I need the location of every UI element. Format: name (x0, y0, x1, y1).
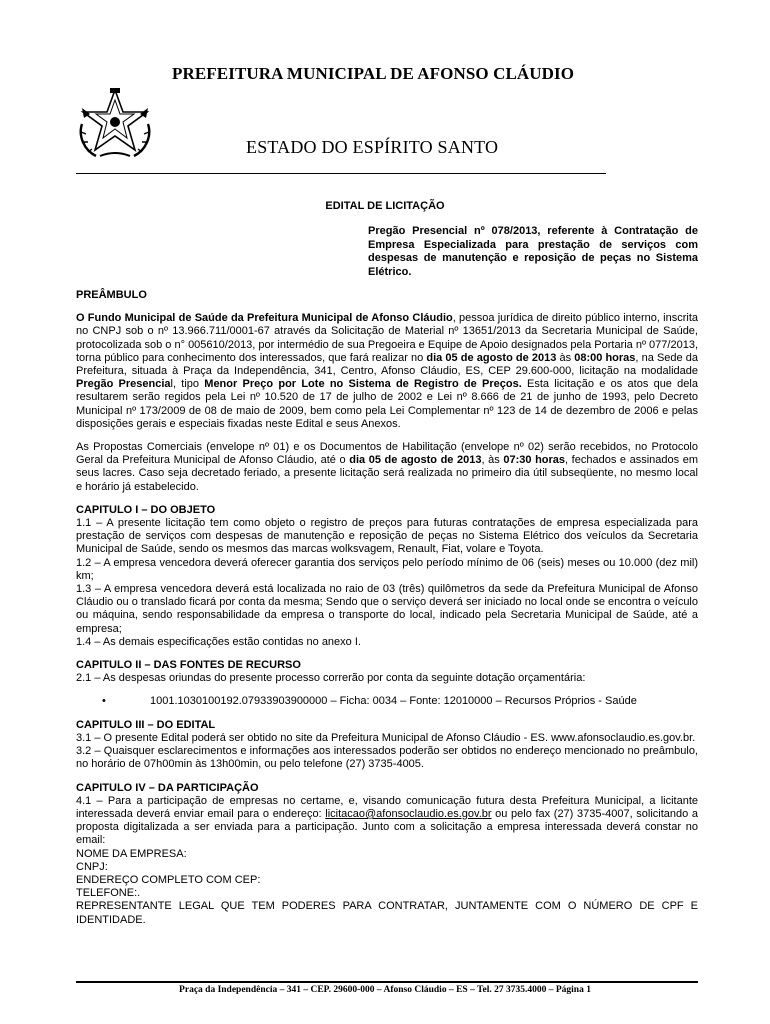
clause-1-4: 1.4 – As demais especificações estão contidas no anexo I. (76, 635, 361, 648)
clause-1-3: 1.3 – A empresa vencedora deverá está localizada no raio de 03 (três) quilômetros da sede da Prefeitura Municipal de Afonso Cláudio ou o translado ficará por conta da mesma; Sendo que o serviço deverá ser iniciado no local onde se encontra o veículo ou máquina, sendo responsabilidade da empresa o transporte do local, indicado pela Secretaria Municipal de Saúde, até a empresa; (76, 583, 698, 635)
header-divider (76, 173, 606, 174)
session-date: dia 05 de agosto de 2013 (426, 351, 557, 364)
bullet-icon: • (102, 695, 106, 708)
preamble-text: Esta licitação e os atos que dela resultarem serão regidos pela Lei nº 10.520 de 17 de julho de 2002 e Lei nº 8.666 de 21 de junho de 1993, pelo Decreto Municipal nº 173/2009 de 08 de maio de 2009, bem como pela Lei Complementar nº 123 de 14 de dezembro de 2006 e pelas disposições gerais e especiais fixadas neste Edital e seus Anexos. (76, 378, 698, 430)
chapter-4-heading: CAPITULO IV – DA PARTICIPAÇÃO (76, 781, 259, 794)
modality: Pregão Presencia (76, 378, 171, 391)
budget-line-text: 1001.1030100192.07933903900000 – Ficha: 0034 – Fonte: 12010000 – Recursos Próprios - Saúde (150, 695, 637, 708)
clause-text: ou pelo fax (27) 3735-4007, solicitando a proposta digitalizada a ser enviada para a participação. Junto com a solicitação a empresa interessada deverá constar no email: (76, 807, 698, 847)
required-field-representative: REPRESENTANTE LEGAL QUE TEM PODERES PARA CONTRATAR, JUNTAMENTE COM O NÚMERO DE CPF E IDENTIDADE. (76, 900, 698, 926)
footer-divider (76, 981, 698, 983)
budget-line-item (76, 695, 698, 708)
clause-1-1: 1.1 – A presente licitação tem como objeto o registro de preços para futuras contratações de empresa especializada para prestação de serviços com despesas de manutenção e reposição de peças no Sistema Elétrico dos veículos da Secretaria Municipal de Saúde, sendo os mesmos das marcas wolksvagem, Renault, Fiat, volare e Toyota. (76, 517, 698, 556)
chapter-3-heading: CAPITULO III – DO EDITAL (76, 718, 216, 731)
chapter-1-heading: CAPITULO I – DO OBJETO (76, 503, 216, 516)
preamble-text: , fechados e assinados em seus lacres. Caso seja decretado feriado, a presente licitação será realizada no primeiro dia útil subseqüente, no mesmo local e horário já estabelecido. (76, 454, 699, 493)
session-time: 08:00 horas (574, 351, 636, 364)
preamble-text: , pessoa jurídica de direito público interno, inscrita no CNPJ sob o nº 13.966.711/0001-67 através da Solicitação de Material nº 13651/2013 da Secretaria Municipal de Saúde, protocolizada sob o n° 005610/2013, por intermédio de sua Pregoeira e Equipe de Apoio designados pela Portaria nº 077/2013, torna público para conhecimento dos interessados, que fará realizar no (76, 312, 698, 364)
coat-of-arms-icon (76, 84, 154, 160)
required-field-cnpj: CNPJ: (76, 860, 108, 873)
preamble-text: às (556, 351, 575, 364)
required-field-company: NOME DA EMPRESA: (76, 847, 187, 860)
preamble-text: , na Sede da Prefeitura, situada à Praça da Independência, 341, Centro, Afonso Cláudio, ES, CEP 29.600-000, licitação na modalidade (76, 351, 698, 378)
preamble-text: , às (481, 454, 504, 467)
clause-2-1: 2.1 – As despesas oriundas do presente processo correrão por conta da seguinte dotação orçamentária: (76, 672, 586, 685)
tender-type: Menor Preço por Lote no Sistema de Registro de Preços. (204, 378, 522, 391)
clause-3-1: 3.1 – O presente Edital poderá ser obtido no site da Prefeitura Municipal de Afonso Cláudio - ES. www.afonsoclaudio.es.gov.br. (76, 731, 696, 744)
preamble-text: As Propostas Comerciais (envelope nº 01) e os Documentos de Habilitação (envelope nº 02) serão recebidos, no Protocolo Geral da Prefeitura Municipal de Afonso Cláudio, até o (76, 441, 698, 467)
page-footer: Praça da Independência – 341 – CEP. 29600-000 – Afonso Cláudio – ES – Tel. 27 3735.4000 – Página 1 (179, 985, 591, 995)
state-name: ESTADO DO ESPÍRITO SANTO (246, 137, 499, 157)
preamble-paragraph-2 (76, 441, 698, 494)
required-field-phone: TELEFONE:. (76, 887, 141, 900)
required-field-address: ENDEREÇO COMPLETO COM CEP: (76, 873, 261, 886)
chapter-2-heading: CAPITULO II – DAS FONTES DE RECURSO (76, 659, 301, 672)
delivery-time: 07:30 horas (503, 454, 566, 467)
document-body (76, 289, 698, 927)
edital-summary: Pregão Presencial nº 078/2013, referente à Contratação de Empresa Especializada para prestação de serviços com despesas de manutenção e reposição de peças no Sistema Elétrico. (368, 225, 698, 278)
email-link[interactable]: licitacao@afonsoclaudio.es.gov.br (325, 807, 492, 820)
page-title: PREFEITURA MUNICIPAL DE AFONSO CLÁUDIO (172, 64, 575, 83)
preamble-paragraph-1 (76, 312, 698, 431)
delivery-date: dia 05 de agosto de 2013 (349, 454, 482, 467)
preamble-text: l, tipo (170, 378, 205, 391)
clause-3-2: 3.2 – Quaisquer esclarecimentos e informações aos interessados poderão ser obtidos no endereço mencionado no preâmbulo, no horário de 07h00min às 13h00min, ou pelo telefone (27) 3735-4005. (76, 745, 698, 771)
clause-4-1 (76, 795, 698, 848)
clause-1-2: 1.2 – A empresa vencedora deverá oferecer garantia dos serviços pelo período mínimo de 06 (seis) meses ou 10.000 (dez mil) km; (76, 556, 698, 582)
preamble-entity: O Fundo Municipal de Saúde da Prefeitura Municipal de Afonso Cláudio (76, 312, 453, 325)
clause-text: 4.1 – Para a participação de empresas no certame, e, visando comunicação futura desta Prefeitura Municipal, a licitante interessada deverá enviar email para o endereço: (76, 794, 698, 820)
preamble-heading: PREÂMBULO (76, 289, 147, 301)
edital-title: EDITAL DE LICITAÇÃO (325, 200, 445, 212)
